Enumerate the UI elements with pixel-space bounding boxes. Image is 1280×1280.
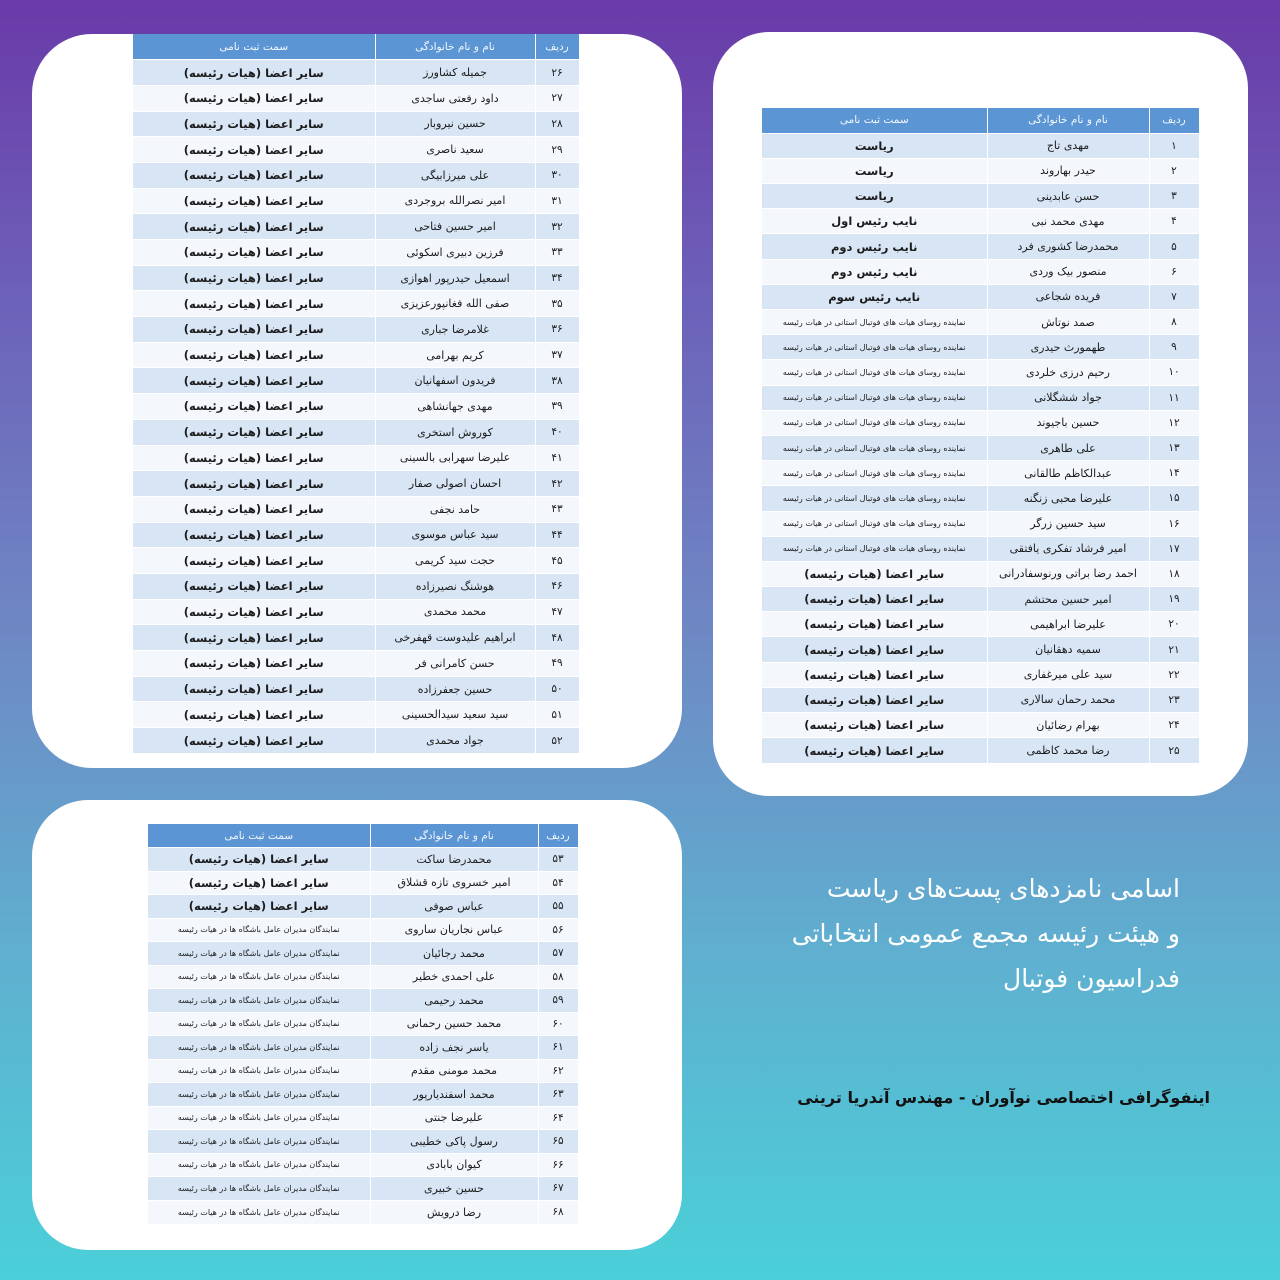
candidate-name: رسول پاکی خطیبی xyxy=(370,1130,538,1154)
candidates-table-1-25 xyxy=(762,108,1200,763)
registered-position: نماینده روسای هیات های فوتبال استانی در هیات رئیسه xyxy=(762,335,987,360)
header-row-number: ردیف xyxy=(535,34,579,60)
row-number: ۱۱ xyxy=(1149,385,1199,410)
table-row xyxy=(148,1200,578,1224)
table-row xyxy=(133,625,579,651)
table-row xyxy=(148,895,578,919)
table-row xyxy=(762,133,1199,158)
registered-position: سایر اعضا (هیات رئیسه) xyxy=(133,676,375,702)
table-row xyxy=(133,445,579,471)
table-row xyxy=(762,612,1199,637)
registered-position: نمایندگان مدیران عامل باشگاه ها در هیات رئیسه xyxy=(148,965,370,989)
table-row xyxy=(148,1130,578,1154)
row-number: ۱۲ xyxy=(1149,410,1199,435)
table-row xyxy=(762,435,1199,460)
row-number: ۲۱ xyxy=(1149,637,1199,662)
table-row xyxy=(762,461,1199,486)
row-number: ۱۷ xyxy=(1149,536,1199,561)
header-name: نام و نام خانوادگی xyxy=(370,824,538,848)
candidate-name: عباس نجاریان ساروی xyxy=(370,918,538,942)
table-row xyxy=(148,965,578,989)
candidate-name: محمد مومنی مقدم xyxy=(370,1059,538,1083)
registered-position: نماینده روسای هیات های فوتبال استانی در هیات رئیسه xyxy=(762,435,987,460)
table-row xyxy=(762,587,1199,612)
table-row xyxy=(762,637,1199,662)
candidate-name: سمیه دهقانیان xyxy=(987,637,1149,662)
candidate-name: کریم بهرامی xyxy=(375,342,535,368)
candidate-name: صفی الله فغانپورعزیزی xyxy=(375,291,535,317)
row-number: ۱ xyxy=(1149,133,1199,158)
candidate-name: عباس صوفی xyxy=(370,895,538,919)
table-row xyxy=(762,713,1199,738)
row-number: ۶۵ xyxy=(538,1130,578,1154)
registered-position: سایر اعضا (هیات رئیسه) xyxy=(133,573,375,599)
candidate-name: ابراهیم علیدوست قهفرخی xyxy=(375,625,535,651)
row-number: ۳ xyxy=(1149,184,1199,209)
table-row xyxy=(148,989,578,1013)
row-number: ۴۶ xyxy=(535,573,579,599)
table-row xyxy=(133,368,579,394)
candidate-name: حسین جعفرزاده xyxy=(375,676,535,702)
registered-position: سایر اعضا (هیات رئیسه) xyxy=(133,471,375,497)
row-number: ۵۷ xyxy=(538,942,578,966)
registered-position: سایر اعضا (هیات رئیسه) xyxy=(133,60,375,86)
registered-position: نمایندگان مدیران عامل باشگاه ها در هیات رئیسه xyxy=(148,1177,370,1201)
candidate-name: محمد رحیمی xyxy=(370,989,538,1013)
registered-position: نمایندگان مدیران عامل باشگاه ها در هیات رئیسه xyxy=(148,1200,370,1224)
registered-position: نمایندگان مدیران عامل باشگاه ها در هیات رئیسه xyxy=(148,1130,370,1154)
table-row xyxy=(148,1083,578,1107)
row-number: ۳۸ xyxy=(535,368,579,394)
row-number: ۲۵ xyxy=(1149,738,1199,763)
table-row xyxy=(133,240,579,266)
registered-position: نمایندگان مدیران عامل باشگاه ها در هیات رئیسه xyxy=(148,1153,370,1177)
table-row xyxy=(762,335,1199,360)
header-name: نام و نام خانوادگی xyxy=(375,34,535,60)
table-row xyxy=(148,1177,578,1201)
table-header-row xyxy=(133,34,579,60)
table-row xyxy=(148,1036,578,1060)
table-row xyxy=(133,676,579,702)
table-row xyxy=(133,137,579,163)
registered-position: سایر اعضا (هیات رئیسه) xyxy=(762,662,987,687)
row-number: ۲۹ xyxy=(535,137,579,163)
row-number: ۵۰ xyxy=(535,676,579,702)
row-number: ۵ xyxy=(1149,234,1199,259)
registered-position: سایر اعضا (هیات رئیسه) xyxy=(762,587,987,612)
candidate-name: رحیم درزی خلردی xyxy=(987,360,1149,385)
registered-position: نماینده روسای هیات های فوتبال استانی در هیات رئیسه xyxy=(762,461,987,486)
table-row xyxy=(133,394,579,420)
row-number: ۶۸ xyxy=(538,1200,578,1224)
registered-position: ریاست xyxy=(762,133,987,158)
registered-position: نمایندگان مدیران عامل باشگاه ها در هیات رئیسه xyxy=(148,918,370,942)
row-number: ۳۷ xyxy=(535,342,579,368)
candidate-name: علیرضا ابراهیمی xyxy=(987,612,1149,637)
candidate-name: منصور بیک وردی xyxy=(987,259,1149,284)
registered-position: سایر اعضا (هیات رئیسه) xyxy=(133,111,375,137)
registered-position: سایر اعضا (هیات رئیسه) xyxy=(133,162,375,188)
table-row xyxy=(762,536,1199,561)
registered-position: سایر اعضا (هیات رئیسه) xyxy=(133,548,375,574)
candidate-name: امیر فرشاد تفکری یافتقی xyxy=(987,536,1149,561)
table-row xyxy=(133,651,579,677)
registered-position: سایر اعضا (هیات رئیسه) xyxy=(762,713,987,738)
registered-position: نمایندگان مدیران عامل باشگاه ها در هیات رئیسه xyxy=(148,1106,370,1130)
roster-card-53-68 xyxy=(32,800,682,1250)
row-number: ۴۴ xyxy=(535,522,579,548)
candidate-name: سید سعید سیدالحسینی xyxy=(375,702,535,728)
candidate-name: جمیله کشاورز xyxy=(375,60,535,86)
registered-position: نایب رئیس سوم xyxy=(762,284,987,309)
candidate-name: جواد ششگلانی xyxy=(987,385,1149,410)
table-row xyxy=(148,1012,578,1036)
row-number: ۱۴ xyxy=(1149,461,1199,486)
registered-position: نمایندگان مدیران عامل باشگاه ها در هیات رئیسه xyxy=(148,1012,370,1036)
row-number: ۱۳ xyxy=(1149,435,1199,460)
registered-position: نمایندگان مدیران عامل باشگاه ها در هیات رئیسه xyxy=(148,989,370,1013)
candidate-name: غلامرضا جباری xyxy=(375,317,535,343)
candidate-name: بهرام رضائیان xyxy=(987,713,1149,738)
registered-position: سایر اعضا (هیات رئیسه) xyxy=(133,137,375,163)
row-number: ۳۹ xyxy=(535,394,579,420)
candidate-name: رضا درویش xyxy=(370,1200,538,1224)
table-row xyxy=(133,265,579,291)
headline-line-2: و هیئت رئیسه مجمع عمومی انتخاباتی xyxy=(791,919,1180,948)
candidate-name: حسین خبیری xyxy=(370,1177,538,1201)
candidate-name: سید علی میرغفاری xyxy=(987,662,1149,687)
candidate-name: علیرضا جنتی xyxy=(370,1106,538,1130)
roster-card-26-52 xyxy=(32,34,682,768)
row-number: ۳۴ xyxy=(535,265,579,291)
table-header-row xyxy=(762,108,1199,133)
row-number: ۲۰ xyxy=(1149,612,1199,637)
candidate-name: اسمعیل حیدرپور اهوازی xyxy=(375,265,535,291)
row-number: ۵۵ xyxy=(538,895,578,919)
registered-position: ریاست xyxy=(762,158,987,183)
table-row xyxy=(133,573,579,599)
candidate-name: فریده شجاعی xyxy=(987,284,1149,309)
registered-position: سایر اعضا (هیات رئیسه) xyxy=(148,895,370,919)
table-row xyxy=(762,234,1199,259)
candidate-name: امیر حسین محتشم xyxy=(987,587,1149,612)
table-row xyxy=(148,848,578,872)
candidate-name: فرزین دبیری اسکوئی xyxy=(375,240,535,266)
table-row xyxy=(133,702,579,728)
row-number: ۶ xyxy=(1149,259,1199,284)
table-row xyxy=(133,522,579,548)
candidate-name: رضا محمد کاظمی xyxy=(987,738,1149,763)
candidates-table-26-52 xyxy=(133,34,580,753)
table-row xyxy=(762,209,1199,234)
candidate-name: محمدرضا ساکت xyxy=(370,848,538,872)
candidate-name: حیدر بهاروند xyxy=(987,158,1149,183)
candidate-name: علیرضا محبی زنگنه xyxy=(987,486,1149,511)
row-number: ۲۸ xyxy=(535,111,579,137)
row-number: ۵۲ xyxy=(535,728,579,754)
row-number: ۶۰ xyxy=(538,1012,578,1036)
candidate-name: امیر خسروی تازه قشلاق xyxy=(370,871,538,895)
registered-position: سایر اعضا (هیات رئیسه) xyxy=(133,651,375,677)
table-row xyxy=(133,291,579,317)
registered-position: نمایندگان مدیران عامل باشگاه ها در هیات رئیسه xyxy=(148,1083,370,1107)
infographic-credit: اینفوگرافی اختصاصی نوآوران - مهندس آندریا ترینی xyxy=(797,1088,1210,1107)
table-row xyxy=(762,662,1199,687)
candidate-name: سید حسین زرگر xyxy=(987,511,1149,536)
registered-position: نایب رئیس دوم xyxy=(762,234,987,259)
registered-position: نماینده روسای هیات های فوتبال استانی در هیات رئیسه xyxy=(762,385,987,410)
table-row xyxy=(133,342,579,368)
registered-position: سایر اعضا (هیات رئیسه) xyxy=(133,522,375,548)
candidate-name: عبدالکاظم طالقانی xyxy=(987,461,1149,486)
registered-position: سایر اعضا (هیات رئیسه) xyxy=(133,368,375,394)
registered-position: سایر اعضا (هیات رئیسه) xyxy=(762,738,987,763)
candidate-name: حسن عابدینی xyxy=(987,184,1149,209)
candidate-name: علی احمدی خطیر xyxy=(370,965,538,989)
registered-position: نایب رئیس اول xyxy=(762,209,987,234)
header-row-number: ردیف xyxy=(538,824,578,848)
table-row xyxy=(133,728,579,754)
candidate-name: مهدی جهانشاهی xyxy=(375,394,535,420)
table-row xyxy=(762,284,1199,309)
registered-position: نماینده روسای هیات های فوتبال استانی در هیات رئیسه xyxy=(762,310,987,335)
registered-position: سایر اعضا (هیات رئیسه) xyxy=(133,85,375,111)
candidate-name: علی طاهری xyxy=(987,435,1149,460)
candidate-name: مهدی محمد نبی xyxy=(987,209,1149,234)
row-number: ۲۶ xyxy=(535,60,579,86)
table-row xyxy=(133,419,579,445)
row-number: ۵۸ xyxy=(538,965,578,989)
row-number: ۲۴ xyxy=(1149,713,1199,738)
table-row xyxy=(133,188,579,214)
candidate-name: مهدی تاج xyxy=(987,133,1149,158)
registered-position: سایر اعضا (هیات رئیسه) xyxy=(133,394,375,420)
row-number: ۳۳ xyxy=(535,240,579,266)
header-position: سمت ثبت نامی xyxy=(148,824,370,848)
candidate-name: حسن کامرانی فر xyxy=(375,651,535,677)
row-number: ۹ xyxy=(1149,335,1199,360)
registered-position: سایر اعضا (هیات رئیسه) xyxy=(133,496,375,522)
candidate-name: علی میرزابیگی xyxy=(375,162,535,188)
registered-position: سایر اعضا (هیات رئیسه) xyxy=(133,728,375,754)
table-row xyxy=(133,60,579,86)
candidate-name: محمدرضا کشوری فرد xyxy=(987,234,1149,259)
row-number: ۴۷ xyxy=(535,599,579,625)
row-number: ۶۲ xyxy=(538,1059,578,1083)
registered-position: سایر اعضا (هیات رئیسه) xyxy=(133,188,375,214)
table-row xyxy=(148,1153,578,1177)
table-row xyxy=(133,111,579,137)
candidate-name: محمد حسین رحمانی xyxy=(370,1012,538,1036)
candidate-name: محمد رجائیان xyxy=(370,942,538,966)
table-row xyxy=(148,871,578,895)
candidate-name: سعید ناصری xyxy=(375,137,535,163)
candidate-name: سید عباس موسوی xyxy=(375,522,535,548)
table-row xyxy=(133,85,579,111)
row-number: ۲۷ xyxy=(535,85,579,111)
headline-line-3: فدراسیون فوتبال xyxy=(1003,964,1180,993)
row-number: ۶۱ xyxy=(538,1036,578,1060)
candidates-table-53-68 xyxy=(148,824,579,1224)
row-number: ۶۴ xyxy=(538,1106,578,1130)
candidate-name: داود رفعتی ساجدی xyxy=(375,85,535,111)
registered-position: سایر اعضا (هیات رئیسه) xyxy=(133,342,375,368)
row-number: ۴۰ xyxy=(535,419,579,445)
registered-position: سایر اعضا (هیات رئیسه) xyxy=(133,702,375,728)
row-number: ۵۴ xyxy=(538,871,578,895)
roster-card-1-25 xyxy=(713,32,1248,796)
registered-position: سایر اعضا (هیات رئیسه) xyxy=(148,848,370,872)
candidate-name: محمد رحمان سالاری xyxy=(987,687,1149,712)
candidate-name: یاسر نجف زاده xyxy=(370,1036,538,1060)
registered-position: سایر اعضا (هیات رئیسه) xyxy=(148,871,370,895)
candidate-name: علیرضا سهرابی بالسینی xyxy=(375,445,535,471)
table-row xyxy=(133,548,579,574)
table-row xyxy=(133,317,579,343)
table-row xyxy=(762,738,1199,763)
row-number: ۳۶ xyxy=(535,317,579,343)
registered-position: سایر اعضا (هیات رئیسه) xyxy=(133,599,375,625)
row-number: ۶۳ xyxy=(538,1083,578,1107)
candidate-name: حامد نجفی xyxy=(375,496,535,522)
registered-position: نمایندگان مدیران عامل باشگاه ها در هیات رئیسه xyxy=(148,1036,370,1060)
registered-position: نمایندگان مدیران عامل باشگاه ها در هیات رئیسه xyxy=(148,1059,370,1083)
registered-position: سایر اعضا (هیات رئیسه) xyxy=(762,637,987,662)
header-position: سمت ثبت نامی xyxy=(133,34,375,60)
row-number: ۱۶ xyxy=(1149,511,1199,536)
candidate-name: امیر حسین فتاحی xyxy=(375,214,535,240)
table-row xyxy=(133,214,579,240)
row-number: ۲۳ xyxy=(1149,687,1199,712)
table-row xyxy=(133,471,579,497)
row-number: ۳۲ xyxy=(535,214,579,240)
row-number: ۳۰ xyxy=(535,162,579,188)
headline-line-1: اسامی نامزدهای پست‌های ریاست xyxy=(826,874,1180,903)
header-name: نام و نام خانوادگی xyxy=(987,108,1149,133)
candidate-name: حسین نیروبار xyxy=(375,111,535,137)
row-number: ۴۲ xyxy=(535,471,579,497)
row-number: ۵۳ xyxy=(538,848,578,872)
row-number: ۴۱ xyxy=(535,445,579,471)
row-number: ۲ xyxy=(1149,158,1199,183)
candidate-name: امیر نصرالله بروجردی xyxy=(375,188,535,214)
row-number: ۷ xyxy=(1149,284,1199,309)
table-row xyxy=(762,385,1199,410)
table-row xyxy=(762,310,1199,335)
candidate-name: کیوان بابادی xyxy=(370,1153,538,1177)
registered-position: نمایندگان مدیران عامل باشگاه ها در هیات رئیسه xyxy=(148,942,370,966)
row-number: ۴۹ xyxy=(535,651,579,677)
table-row xyxy=(148,942,578,966)
table-row xyxy=(762,486,1199,511)
registered-position: سایر اعضا (هیات رئیسه) xyxy=(133,240,375,266)
registered-position: سایر اعضا (هیات رئیسه) xyxy=(133,419,375,445)
registered-position: سایر اعضا (هیات رئیسه) xyxy=(133,214,375,240)
table-row xyxy=(762,360,1199,385)
table-row xyxy=(133,162,579,188)
registered-position: سایر اعضا (هیات رئیسه) xyxy=(762,612,987,637)
table-row xyxy=(762,259,1199,284)
header-position: سمت ثبت نامی xyxy=(762,108,987,133)
row-number: ۵۶ xyxy=(538,918,578,942)
row-number: ۵۱ xyxy=(535,702,579,728)
registered-position: ریاست xyxy=(762,184,987,209)
row-number: ۴۵ xyxy=(535,548,579,574)
candidate-name: صمد نوتاش xyxy=(987,310,1149,335)
table-row xyxy=(762,410,1199,435)
table-header-row xyxy=(148,824,578,848)
registered-position: نماینده روسای هیات های فوتبال استانی در هیات رئیسه xyxy=(762,410,987,435)
candidate-name: محمد اسفندیارپور xyxy=(370,1083,538,1107)
table-row xyxy=(133,496,579,522)
registered-position: نایب رئیس دوم xyxy=(762,259,987,284)
registered-position: سایر اعضا (هیات رئیسه) xyxy=(133,317,375,343)
row-number: ۱۰ xyxy=(1149,360,1199,385)
candidate-name: فریدون اسفهانیان xyxy=(375,368,535,394)
row-number: ۴۳ xyxy=(535,496,579,522)
row-number: ۶۶ xyxy=(538,1153,578,1177)
row-number: ۱۹ xyxy=(1149,587,1199,612)
registered-position: سایر اعضا (هیات رئیسه) xyxy=(133,291,375,317)
table-row xyxy=(148,1059,578,1083)
candidate-name: حسین باجیوند xyxy=(987,410,1149,435)
candidate-name: هوشنگ نصیرزاده xyxy=(375,573,535,599)
candidate-name: حجت سید کریمی xyxy=(375,548,535,574)
registered-position: نماینده روسای هیات های فوتبال استانی در هیات رئیسه xyxy=(762,486,987,511)
registered-position: نماینده روسای هیات های فوتبال استانی در هیات رئیسه xyxy=(762,360,987,385)
registered-position: سایر اعضا (هیات رئیسه) xyxy=(133,265,375,291)
row-number: ۴ xyxy=(1149,209,1199,234)
candidate-name: احسان اصولی صفار xyxy=(375,471,535,497)
table-row xyxy=(762,561,1199,586)
candidate-name: کوروش استخری xyxy=(375,419,535,445)
header-row-number: ردیف xyxy=(1149,108,1199,133)
row-number: ۴۸ xyxy=(535,625,579,651)
table-row xyxy=(762,184,1199,209)
table-row xyxy=(762,687,1199,712)
candidate-name: محمد محمدی xyxy=(375,599,535,625)
row-number: ۱۵ xyxy=(1149,486,1199,511)
table-row xyxy=(762,158,1199,183)
registered-position: سایر اعضا (هیات رئیسه) xyxy=(133,625,375,651)
table-row xyxy=(148,918,578,942)
registered-position: نماینده روسای هیات های فوتبال استانی در هیات رئیسه xyxy=(762,511,987,536)
row-number: ۲۲ xyxy=(1149,662,1199,687)
table-row xyxy=(148,1106,578,1130)
page-headline xyxy=(700,866,1180,1001)
row-number: ۶۷ xyxy=(538,1177,578,1201)
table-row xyxy=(133,599,579,625)
registered-position: سایر اعضا (هیات رئیسه) xyxy=(762,687,987,712)
table-row xyxy=(762,511,1199,536)
candidate-name: طهمورث حیدری xyxy=(987,335,1149,360)
row-number: ۸ xyxy=(1149,310,1199,335)
row-number: ۳۵ xyxy=(535,291,579,317)
row-number: ۳۱ xyxy=(535,188,579,214)
registered-position: سایر اعضا (هیات رئیسه) xyxy=(762,561,987,586)
row-number: ۱۸ xyxy=(1149,561,1199,586)
candidate-name: جواد محمدی xyxy=(375,728,535,754)
registered-position: سایر اعضا (هیات رئیسه) xyxy=(133,445,375,471)
row-number: ۵۹ xyxy=(538,989,578,1013)
candidate-name: احمد رضا براتی ورنوسفادرانی xyxy=(987,561,1149,586)
registered-position: نماینده روسای هیات های فوتبال استانی در هیات رئیسه xyxy=(762,536,987,561)
